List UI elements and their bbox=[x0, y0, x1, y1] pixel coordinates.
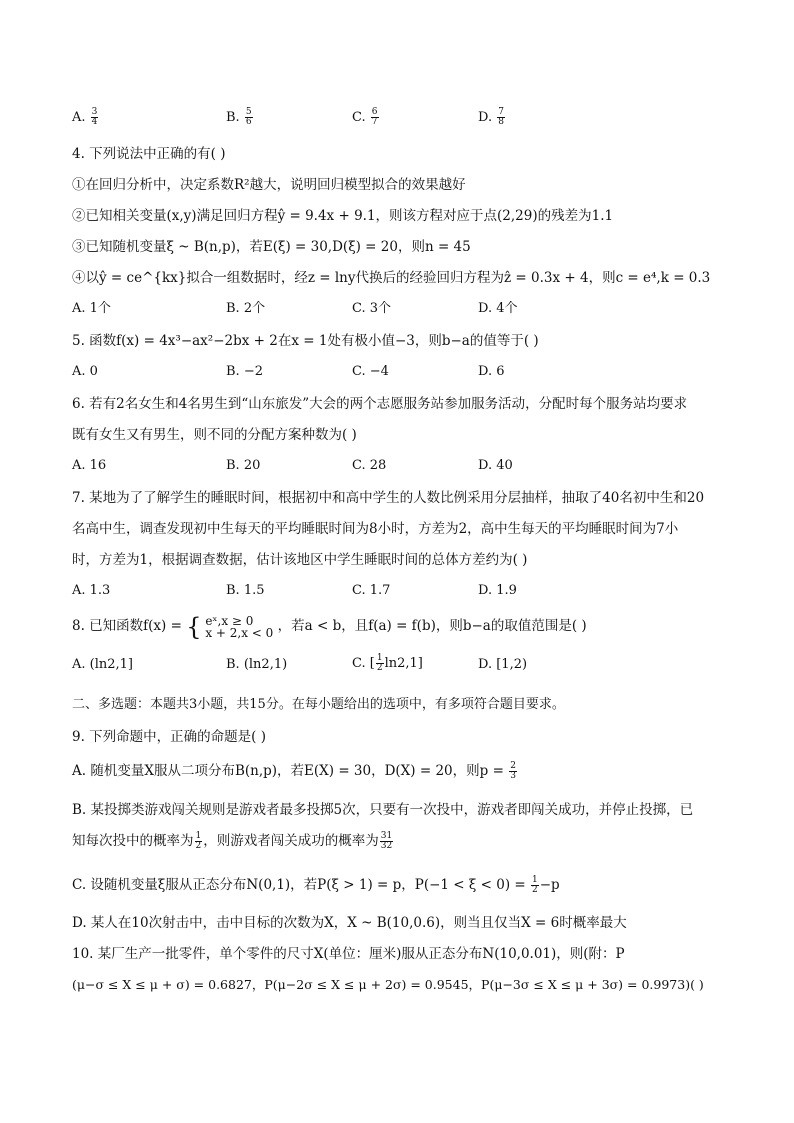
brace-icon: { bbox=[186, 612, 202, 641]
numerator: 6 bbox=[371, 107, 378, 117]
q4-option-c: C. 3个 bbox=[352, 301, 392, 316]
option-b-text: 知每次投中的概率为 bbox=[72, 833, 194, 849]
fraction bbox=[509, 762, 517, 781]
q7-stem-line-3: 时，方差为1，根据调查数据，估计该地区中学生睡眠时间的总体方差约为( ) bbox=[72, 552, 528, 568]
q4-option-d: D. 4个 bbox=[478, 301, 518, 316]
q9-option-d: D. 某人在10次射击中，击中目标的次数为X，X ~ B(10,0.6)，则当且仅当X = 6时概率最大 bbox=[72, 915, 627, 931]
q8-option-a: A. (ln2,1] bbox=[72, 657, 134, 672]
q7-option-c: C. 1.7 bbox=[352, 583, 391, 598]
numerator: 2 bbox=[510, 761, 516, 771]
q3-option-a bbox=[72, 108, 99, 127]
q8-option-c bbox=[352, 654, 423, 673]
denominator: 2 bbox=[531, 885, 538, 895]
option-a-text: A. 随机变量X服从二项分布B(n,p)，若E(X) = 30，D(X) = 20，则p = bbox=[72, 763, 504, 779]
q8-suffix: ，若a < b，且f(a) = f(b)，则b−a的取值范围是( ) bbox=[277, 618, 587, 634]
numerator: 1 bbox=[531, 875, 538, 885]
option-c-prefix: C. [ bbox=[352, 656, 375, 671]
q5-stem: 5. 函数f(x) = 4x³−ax²−2bx + 2在x = 1处有极小值−3，则b−a的值等于( ) bbox=[72, 333, 539, 349]
option-label: B. bbox=[226, 110, 240, 125]
q5-option-d: D. 6 bbox=[478, 364, 505, 379]
q9-option-a bbox=[72, 762, 518, 781]
q9-option-c bbox=[72, 876, 560, 895]
q10-stem-line-2: (μ−σ ≤ X ≤ μ + σ) = 0.6827，P(μ−2σ ≤ X ≤ μ + 2σ) = 0.9545，P(μ−3σ ≤ X ≤ μ + 3σ) = 0.9973)( ) bbox=[72, 977, 704, 992]
option-c-suffix: −p bbox=[539, 877, 560, 893]
q4-statement-1: ①在回归分析中，决定系数R²越大，说明回归模型拟合的效果越好 bbox=[72, 177, 466, 193]
q4-statement-3: ③已知随机变量ξ ~ B(n,p)，若E(ξ) = 30,D(ξ) = 20，则n = 45 bbox=[72, 239, 471, 255]
q6-stem-line-1: 6. 若有2名女生和4名男生到“山东旅发”大会的两个志愿服务站参加服务活动，分配时每个服务站均要求 bbox=[72, 396, 688, 412]
q6-option-c: C. 28 bbox=[352, 458, 387, 473]
fraction bbox=[380, 832, 393, 851]
q4-stem: 4. 下列说法中正确的有( ) bbox=[72, 146, 226, 162]
denominator: 8 bbox=[498, 117, 504, 127]
numerator: 5 bbox=[245, 107, 252, 117]
q5-option-c: C. −4 bbox=[352, 364, 389, 379]
q4-statement-2: ②已知相关变量(x,y)满足回归方程ŷ = 9.4x + 9.1，则该方程对应于点(2,29)的残差为1.1 bbox=[72, 208, 614, 224]
q7-stem-line-1: 7. 某地为了了解学生的睡眠时间，根据初中和高中学生的人数比例采用分层抽样，抽取了40名初中生和20 bbox=[72, 490, 705, 506]
denominator: 6 bbox=[245, 117, 252, 127]
fraction bbox=[371, 108, 379, 127]
q6-option-d: D. 40 bbox=[478, 458, 513, 473]
q6-stem-line-2: 既有女生又有男生，则不同的分配方案种数为( ) bbox=[72, 427, 357, 443]
fraction bbox=[531, 876, 539, 895]
section-heading: 二、多选题：本题共3小题，共15分。在每小题给出的选项中，有多项符合题目要求。 bbox=[72, 697, 565, 712]
q3-option-c bbox=[352, 108, 380, 127]
denominator: 2 bbox=[376, 663, 383, 673]
option-c-suffix: ln2,1] bbox=[384, 656, 423, 671]
q8-option-d: D. [1,2) bbox=[478, 657, 528, 672]
q5-option-b: B. −2 bbox=[226, 364, 263, 379]
q8-prefix: 8. 已知函数f(x) = bbox=[72, 618, 182, 634]
q6-option-b: B. 20 bbox=[226, 458, 261, 473]
q8-option-b: B. (ln2,1) bbox=[226, 657, 288, 672]
option-label: C. bbox=[352, 110, 366, 125]
denominator: 7 bbox=[371, 117, 378, 127]
numerator: 1 bbox=[195, 831, 202, 841]
fraction bbox=[245, 108, 253, 127]
option-label: A. bbox=[72, 110, 86, 125]
q9-option-b-line-2 bbox=[72, 832, 394, 851]
denominator: 2 bbox=[195, 841, 202, 851]
q5-option-a: A. 0 bbox=[72, 364, 98, 379]
fraction bbox=[376, 654, 384, 673]
option-b-text-mid: ，则游戏者闯关成功的概率为 bbox=[203, 833, 379, 849]
q3-option-d bbox=[478, 108, 506, 127]
q9-option-b-line-1: B. 某投掷类游戏闯关规则是游戏者最多投掷5次，只要有一次投中，游戏者即闯关成功，并停止投掷，已 bbox=[72, 802, 694, 818]
denominator: 3 bbox=[510, 771, 516, 781]
case-2: x + 2,x < 0 bbox=[205, 625, 274, 640]
q7-option-a: A. 1.3 bbox=[72, 583, 111, 598]
numerator: 31 bbox=[380, 831, 393, 841]
q9-stem: 9. 下列命题中，正确的命题是( ) bbox=[72, 729, 266, 745]
q6-option-a: A. 16 bbox=[72, 458, 107, 473]
numerator: 1 bbox=[376, 653, 383, 663]
q4-option-b: B. 2个 bbox=[226, 301, 266, 316]
fraction bbox=[195, 832, 203, 851]
denominator: 32 bbox=[380, 841, 393, 851]
numerator: 7 bbox=[498, 107, 504, 117]
q8-stem bbox=[72, 612, 587, 640]
option-label: D. bbox=[478, 110, 493, 125]
q7-stem-line-2: 名高中生，调查发现初中生每天的平均睡眠时间为8小时，方差为2，高中生每天的平均睡眠时间为7小 bbox=[72, 521, 679, 537]
q7-option-d: D. 1.9 bbox=[478, 583, 517, 598]
q4-option-a: A. 1个 bbox=[72, 301, 111, 316]
denominator: 4 bbox=[91, 117, 98, 127]
q7-option-b: B. 1.5 bbox=[226, 583, 265, 598]
q4-statement-4: ④以ŷ = ce^{kx}拟合一组数据时，经z = lny代换后的经验回归方程为ẑ = 0.3x + 4，则c = e⁴,k = 0.3 bbox=[72, 270, 711, 286]
option-c-text: C. 设随机变量ξ服从正态分布N(0,1)，若P(ξ > 1) = p，P(−1 < ξ < 0) = bbox=[72, 877, 526, 893]
q3-option-b bbox=[226, 108, 254, 127]
case-1: eˣ,x ≥ 0 bbox=[205, 613, 254, 628]
fraction bbox=[497, 108, 505, 127]
piecewise-function bbox=[186, 612, 274, 641]
q10-stem-line-1: 10. 某厂生产一批零件，单个零件的尺寸X(单位：厘米)服从正态分布N(10,0.01)，则(附：P bbox=[72, 946, 625, 962]
fraction bbox=[91, 108, 99, 127]
piecewise-cases bbox=[205, 615, 273, 639]
numerator: 3 bbox=[91, 107, 98, 117]
